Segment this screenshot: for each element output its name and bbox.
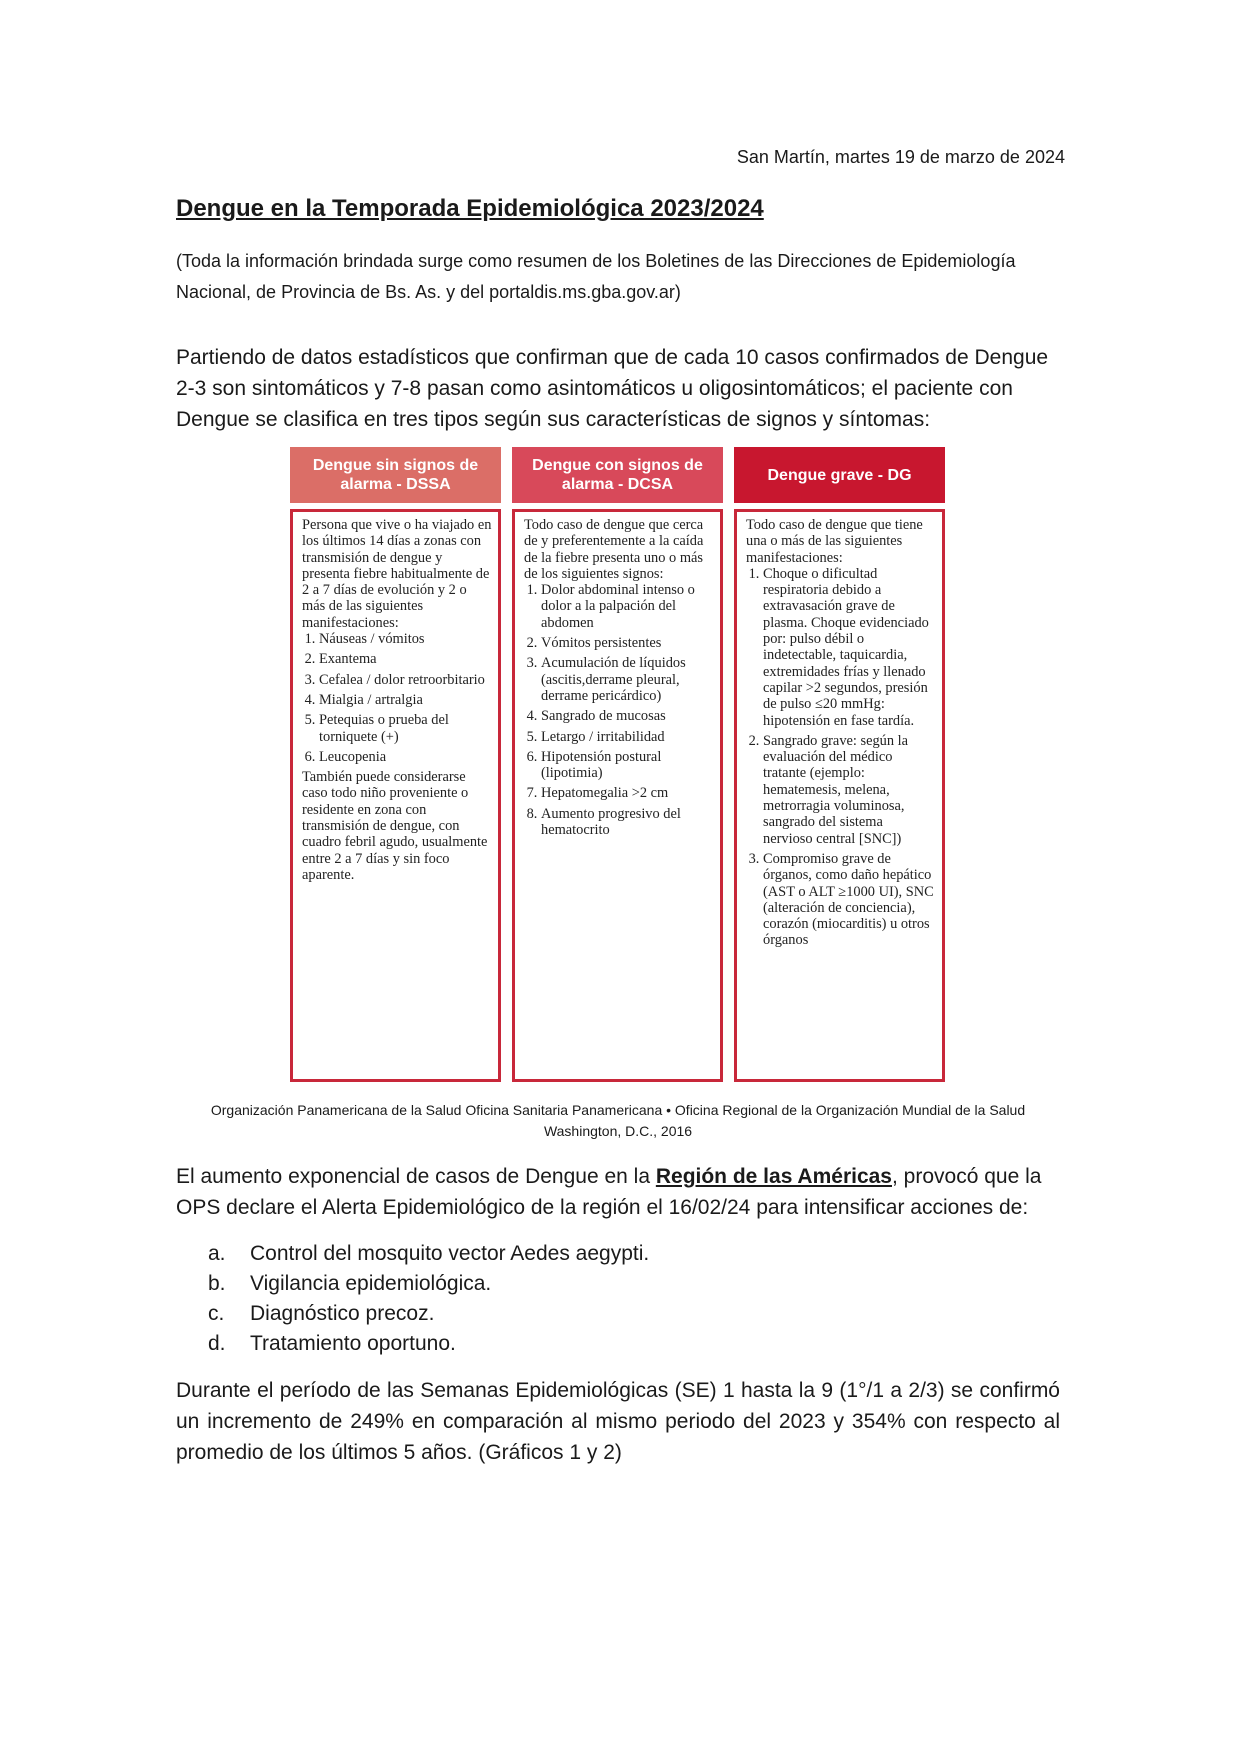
- classification-column-dcsa: [512, 447, 723, 1082]
- list-item: 3. Compromiso grave de órganos, como daño hepático (AST o ALT ≥1000 UI), SNC (alteración de conciencia), corazón (miocarditis) u otros órganos: [763, 851, 936, 949]
- document-date: San Martín, martes 19 de marzo de 2024: [736, 147, 1065, 167]
- alert-text-after: , provocó que la OPS declare el Alerta Epidemiológico de la región el 16/02/24 para intensificar acciones de:: [176, 1165, 1042, 1219]
- list-marker: b.: [208, 1272, 226, 1295]
- list-text: Diagnóstico precoz.: [250, 1302, 435, 1325]
- column-body: [290, 509, 501, 1082]
- dengue-classification-figure: [290, 447, 945, 1082]
- intro-paragraph: Partiendo de datos estadísticos que confirman que de cada 10 casos confirmados de Dengue 2-3 son sintomáticos y 7-8 pasan como asintomáticos u oligosintomáticos; el paciente con Dengue se clasifica en tres tipos según sus características de signos y síntomas:: [176, 346, 1049, 431]
- list-item: [208, 1239, 1008, 1269]
- list-item: [208, 1299, 1008, 1329]
- list-item: 5. Petequias o prueba del torniquete (+): [319, 712, 492, 745]
- column-body: [734, 509, 945, 1082]
- alert-paragraph: [176, 1161, 1060, 1223]
- caption-line: Organización Panamericana de la Salud Oficina Sanitaria Panamericana • Oficina Regional de la Organización Mundial de la Salud: [210, 1102, 1026, 1118]
- list-item: 6. Hipotensión postural (lipotimia): [541, 749, 714, 782]
- list-item: 1. Choque o dificultad respiratoria debido a extravasación grave de plasma. Choque evidenciado por: pulso débil o indetectable, taquicardia, extremidades frías y llenado capilar >2 segundos, presión de pulso ≤20 mmHg: hipotensión en fase tardía.: [763, 566, 936, 729]
- column-list: [524, 582, 714, 838]
- column-list: [746, 566, 936, 949]
- source-note: (Toda la información brindada surge como resumen de los Boletines de las Direcciones de Epidemiología Nacional, de Provincia de Bs. As. y del portaldis.ms.gba.gov.ar): [176, 251, 1016, 302]
- list-marker: d.: [208, 1332, 226, 1355]
- list-text: Vigilancia epidemiológica.: [250, 1272, 492, 1295]
- classification-column-dg: [734, 447, 945, 1082]
- list-item: 4. Mialgia / artralgia: [319, 692, 492, 708]
- list-item: 3. Cefalea / dolor retroorbitario: [319, 672, 492, 688]
- list-item: 2. Sangrado grave: según la evaluación del médico tratante (ejemplo: hematemesis, melena, metrorragia voluminosa, sangrado del sistema nervioso central [SNC]): [763, 733, 936, 847]
- list-item: 2. Exantema: [319, 651, 492, 667]
- region-link[interactable]: Región de las Américas: [655, 1165, 892, 1188]
- statistics-paragraph: Durante el período de las Semanas Epidemiológicas (SE) 1 hasta la 9 (1°/1 a 2/3) se confirmó un incremento de 249% en comparación al mismo periodo del 2023 y 354% con respecto al promedio de los últimos 5 años. (Gráficos 1 y 2): [176, 1379, 1060, 1464]
- column-header: Dengue grave - DG: [734, 447, 945, 503]
- list-item: 1. Náuseas / vómitos: [319, 631, 492, 647]
- list-item: [208, 1329, 1008, 1359]
- column-header: Dengue con signos de alarma - DCSA: [512, 447, 723, 503]
- list-item: 5. Letargo / irritabilidad: [541, 729, 714, 745]
- list-item: 8. Aumento progresivo del hematocrito: [541, 806, 714, 839]
- column-header: Dengue sin signos de alarma - DSSA: [290, 447, 501, 503]
- list-item: 6. Leucopenia: [319, 749, 492, 765]
- list-text: Control del mosquito vector Aedes aegypti.: [250, 1242, 650, 1265]
- list-item: [208, 1269, 1008, 1299]
- figure-caption: [176, 1100, 1060, 1142]
- list-marker: a.: [208, 1242, 226, 1265]
- document-title: Dengue en la Temporada Epidemiológica 2023/2024: [176, 195, 764, 222]
- list-marker: c.: [208, 1302, 225, 1325]
- alert-text-before: El aumento exponencial de casos de Dengue en la: [176, 1165, 656, 1188]
- actions-list: [208, 1239, 1008, 1359]
- list-item: 4. Sangrado de mucosas: [541, 708, 714, 724]
- column-intro: Todo caso de dengue que tiene una o más de las siguientes manifestaciones:: [746, 517, 923, 566]
- column-tail: También puede considerarse caso todo niño proveniente o residente en zona con transmisión de dengue, con cuadro febril agudo, usualmente entre 2 a 7 días y sin foco aparente.: [302, 769, 488, 883]
- list-item: 7. Hepatomegalia >2 cm: [541, 785, 714, 801]
- caption-line: Washington, D.C., 2016: [543, 1123, 693, 1139]
- classification-column-dssa: [290, 447, 501, 1082]
- column-intro: Persona que vive o ha viajado en los últimos 14 días a zonas con transmisión de dengue y presenta fiebre habitualmente de 2 a 7 días de evolución y 2 o más de las siguientes manifestaciones:: [302, 517, 492, 631]
- column-intro: Todo caso de dengue que cerca de y preferentemente a la caída de la fiebre presenta uno o más de los siguientes signos:: [524, 517, 704, 582]
- list-text: Tratamiento oportuno.: [250, 1332, 456, 1355]
- column-body: [512, 509, 723, 1082]
- list-item: 2. Vómitos persistentes: [541, 635, 714, 651]
- list-item: 1. Dolor abdominal intenso o dolor a la palpación del abdomen: [541, 582, 714, 631]
- column-list: [302, 631, 492, 765]
- list-item: 3. Acumulación de líquidos (ascitis,derrame pleural, derrame pericárdico): [541, 655, 714, 704]
